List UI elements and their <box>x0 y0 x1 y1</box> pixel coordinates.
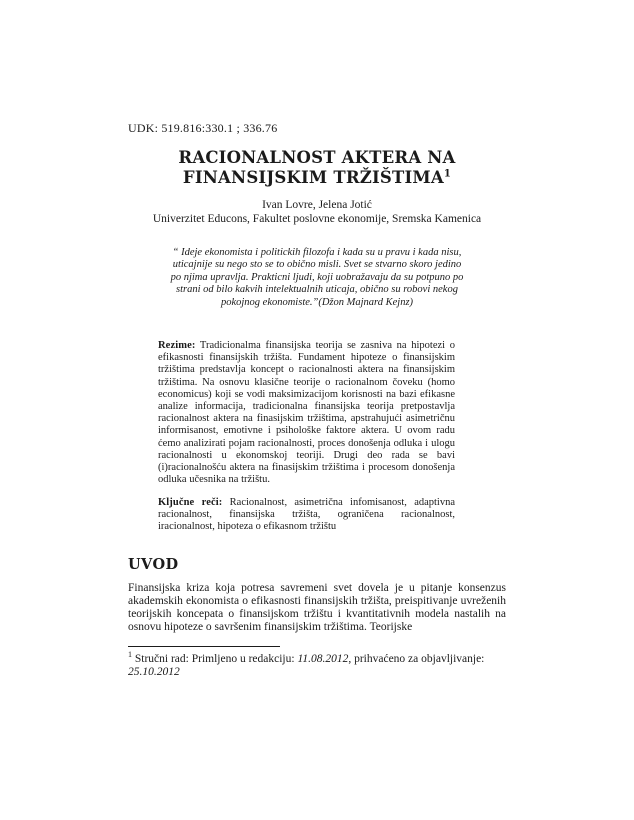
footnote-text-1: Stručni rad: Primljeno u redakciju: <box>132 652 298 665</box>
title-line-2: FINANSIJSKIM TRŽIŠTIMA <box>182 168 444 187</box>
epigraph-line: strani od bilo kakvih intelektualnih uticaja, obično su robovi nekog <box>176 284 458 296</box>
epigraph-line: “ Ideje ekonomista i politickih filozofa i kada su u pravu i kada nisu, <box>172 247 462 258</box>
title-line-1: RACIONALNOST AKTERA NA <box>178 148 456 167</box>
abstract-paragraph <box>158 340 455 486</box>
epigraph-line: pokojnog ekonomiste.”(Džon Majnard Kejnz) <box>220 296 414 308</box>
footnote-marker: 1 <box>128 650 132 660</box>
abstract-label: Rezime: <box>158 340 196 352</box>
authors-block <box>128 199 506 226</box>
epigraph-line: uticajnije su nego sto se to obično misli. Svet se stvarno skoro jedino <box>172 259 462 271</box>
keywords-paragraph <box>158 497 455 534</box>
keywords-text: Racionalnost, asimetrična infomisanost, adaptivna racionalnost, finansijska tržišta, ograničena racionalnost, iracionalnost, hipoteza o efikasnom tržištu <box>158 496 456 533</box>
author-names: Ivan Lovre, Jelena Jotić <box>262 199 372 211</box>
keywords-label: Ključne reči: <box>158 496 223 508</box>
page-title <box>128 148 506 188</box>
author-affiliation: Univerzitet Educons, Fakultet poslovne ekonomije, Sremska Kamenica <box>152 212 482 225</box>
epigraph-quote <box>128 247 506 309</box>
epigraph-line: po njima upravlja. Prakticni ljudi, koji uobražavaju da su potpuno po <box>170 271 464 283</box>
section-heading-uvod: UVOD <box>128 555 179 573</box>
footnote-separator-rule <box>128 646 280 647</box>
footnote <box>128 650 506 680</box>
footnote-date-received: 11.08.2012 <box>297 652 349 665</box>
title-footnote-marker: 1 <box>443 168 452 180</box>
abstract-text: Tradicionalma finansijska teorija se zasniva na hipotezi o efikasnosti finansijskih tržišta. Fundament hipoteze o finansijskim tržištima predstavlja koncept o racionalnosti aktera na finansijskim tržištima. Na osnovu klasične teorije o racionalnom čoveku (homo economicus) koji se vodi maksimizacijom korisnosti na bazi efikasne analize informacija, tradicionalna finansijska teorija pretpostavlja racionalnost aktera na finasijskim tržištima, apstrahujući asimetričnu informisanost, emotivne i psihološke faktore aktera. U ovom radu ćemo analizirati pojam racionalnosti, proces donošenja odluka i ulogu racionalnosti u ekonomskoj teoriji. Drugi deo rada se bavi (i)racionalnošću aktera na finasijskim tržištima i procesom donošenja odluka učesnika na tržištu. <box>158 340 455 486</box>
uvod-paragraph: Finansijska kriza koja potresa savremeni svet dovela je u pitanje konsenzus akademskih ekonomista o efikasnosti finansijskih tržišta, preispitivanje uvreženih teorijskih koncepata o finansijskom tržištu i kvantitativnih modela nastalih na osnovu hipoteze o savršenim finansijskim tržištima. Teorijske <box>128 581 506 634</box>
footnote-text-2: , prihvaćeno za objavljivanje: <box>348 652 485 665</box>
footnote-date-accepted: 25.10.2012 <box>128 666 180 679</box>
udk-classification: UDK: 519.816:330.1 ; 336.76 <box>128 121 278 135</box>
